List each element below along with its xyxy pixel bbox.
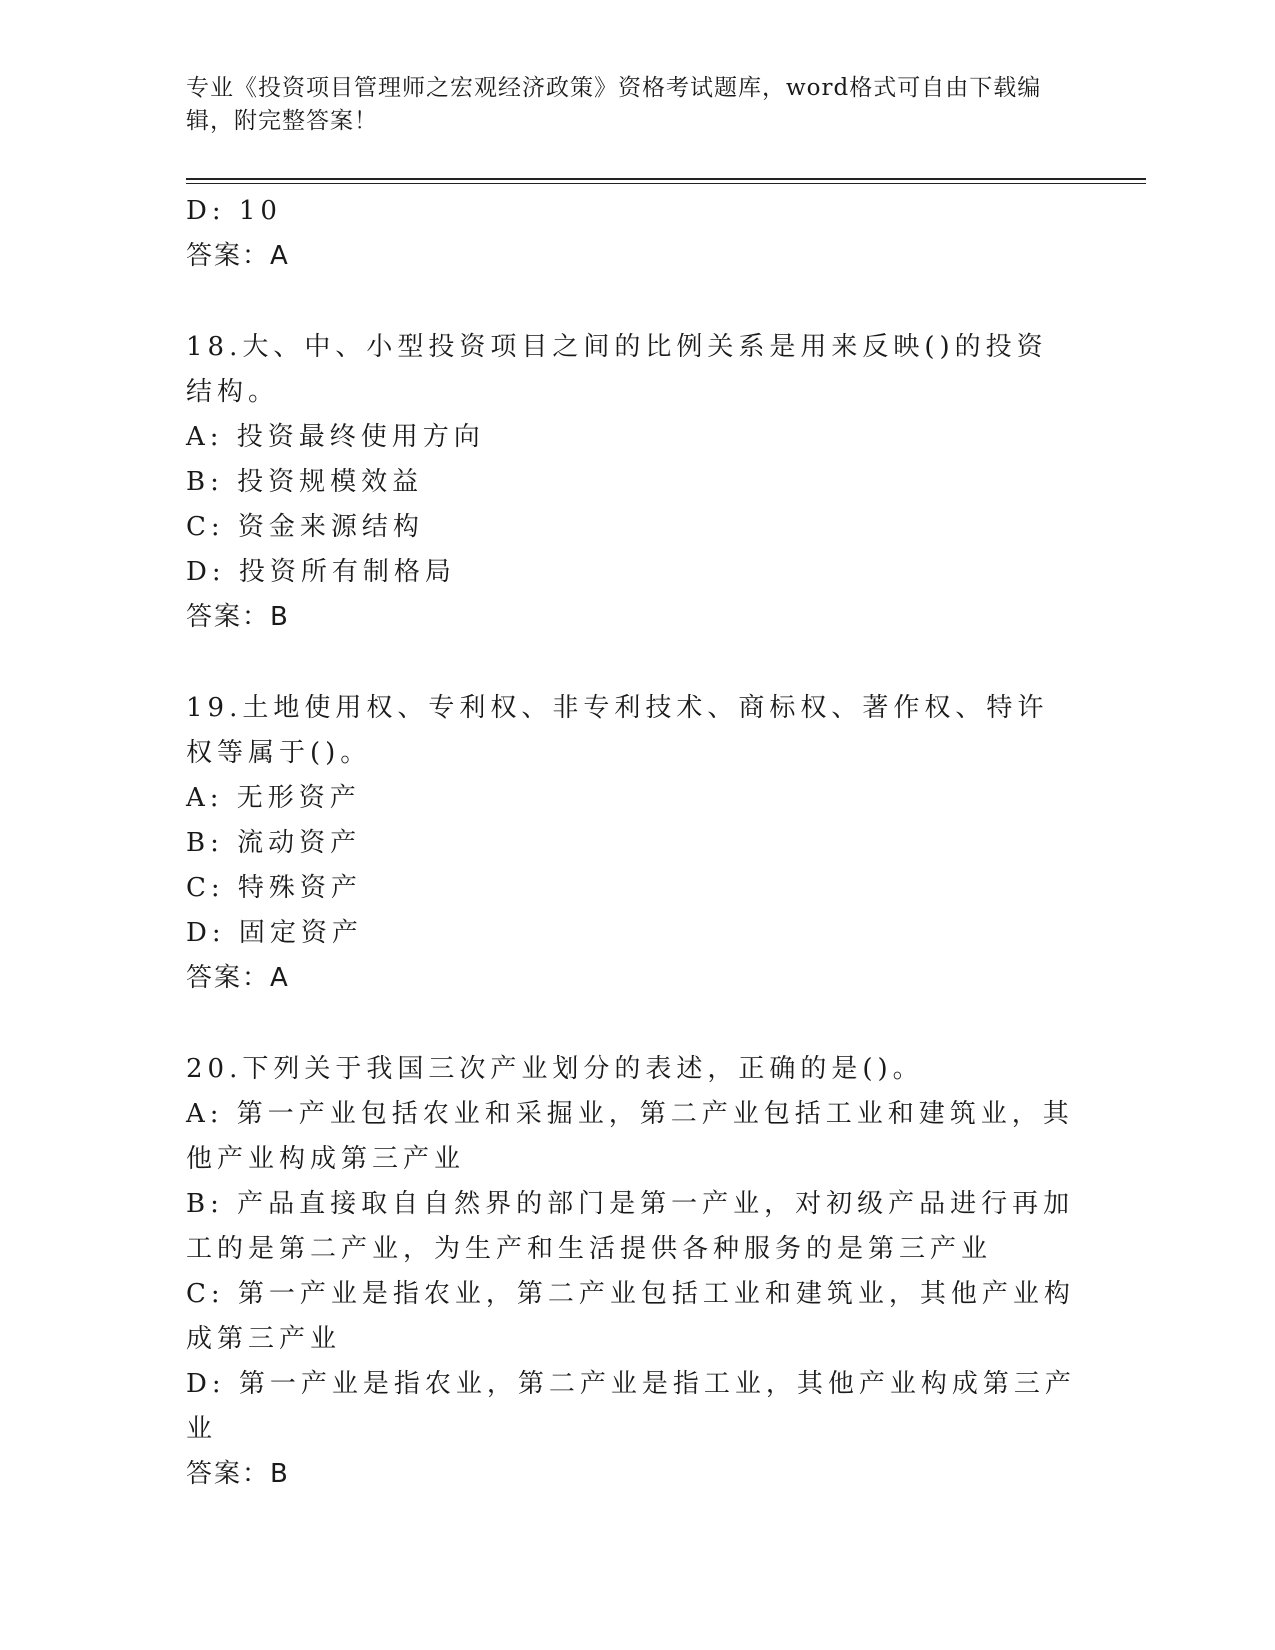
question-block bbox=[186, 325, 1076, 640]
option-d: D: 第一产业是指农业，第二产业是指工业，其他产业构成第三产业 bbox=[186, 1369, 1076, 1444]
option-d: D: 投资所有制格局 bbox=[186, 557, 456, 587]
answer-line: 答案：A bbox=[186, 963, 290, 993]
option-b: B: 流动资产 bbox=[186, 828, 362, 858]
question-block bbox=[186, 1047, 1076, 1497]
question-block bbox=[186, 686, 1076, 1001]
page-header: 专业《投资项目管理师之宏观经济政策》资格考试题库，word格式可自由下载编辑，附完整答案！ bbox=[186, 75, 1042, 134]
question-stem: 20.下列关于我国三次产业划分的表述，正确的是()。 bbox=[186, 1054, 924, 1084]
option-b: B: 投资规模效益 bbox=[186, 467, 424, 497]
question-content bbox=[186, 189, 1076, 1497]
option-b: B: 产品直接取自自然界的部门是第一产业，对初级产品进行再加工的是第二产业，为生产和生活提供各种服务的是第三产业 bbox=[186, 1189, 1075, 1264]
question-stem: 19.土地使用权、专利权、非专利技术、商标权、著作权、特许权等属于()。 bbox=[186, 693, 1049, 768]
header-divider-thin bbox=[186, 183, 1146, 184]
question-stem: 18.大、中、小型投资项目之间的比例关系是用来反映()的投资结构。 bbox=[186, 332, 1048, 407]
header-divider-thick bbox=[186, 178, 1146, 180]
answer-line: 答案：A bbox=[186, 241, 290, 271]
option-d: D: 固定资产 bbox=[186, 918, 363, 948]
option-a: A: 投资最终使用方向 bbox=[186, 422, 485, 452]
answer-line: 答案：B bbox=[186, 1459, 290, 1489]
option-a: A: 第一产业包括农业和采掘业，第二产业包括工业和建筑业，其他产业构成第三产业 bbox=[186, 1099, 1074, 1174]
option-d: D: 10 bbox=[186, 196, 282, 226]
answer-line: 答案：B bbox=[186, 602, 290, 632]
option-c: C: 资金来源结构 bbox=[186, 512, 424, 542]
option-c: C: 第一产业是指农业，第二产业包括工业和建筑业，其他产业构成第三产业 bbox=[186, 1279, 1075, 1354]
option-c: C: 特殊资产 bbox=[186, 873, 362, 903]
option-a: A: 无形资产 bbox=[186, 783, 361, 813]
